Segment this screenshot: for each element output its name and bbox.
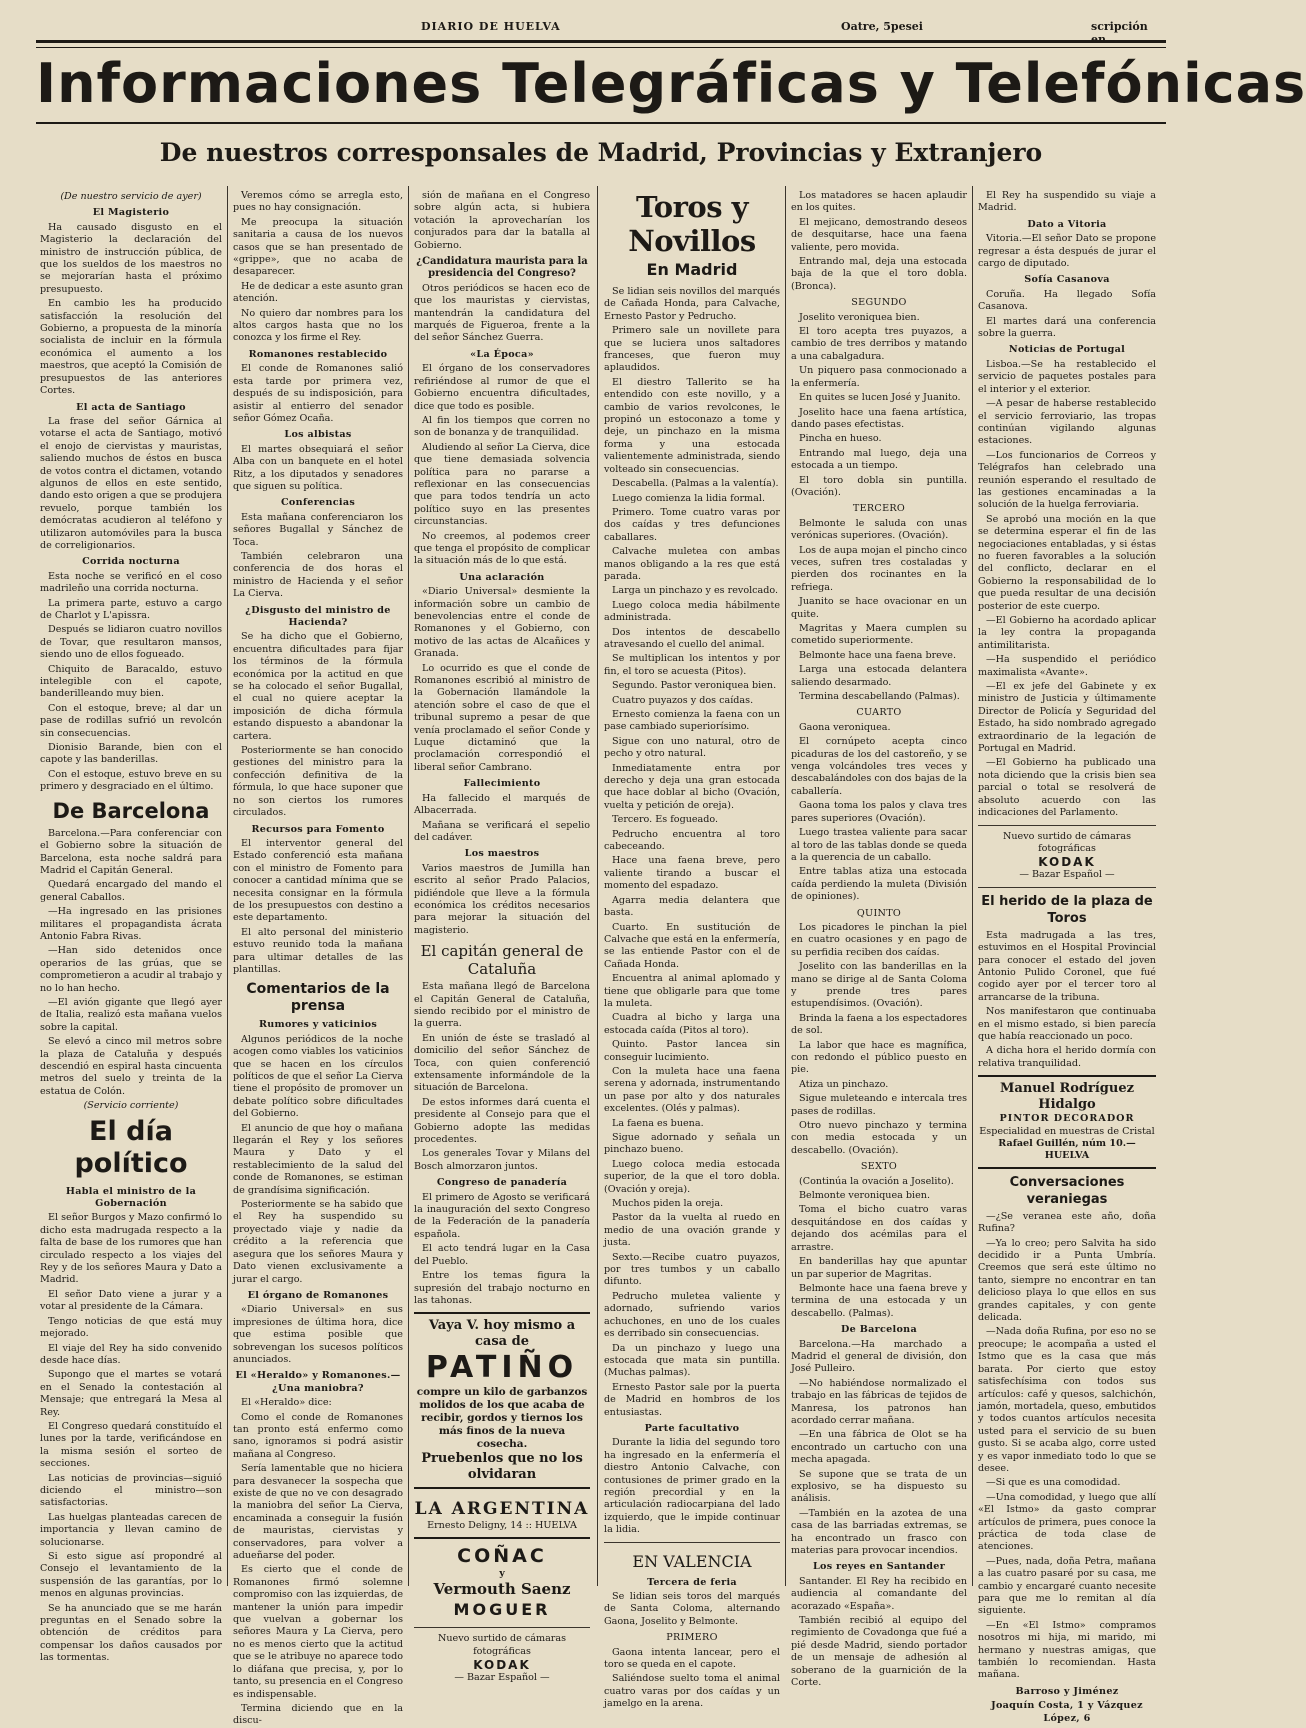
paragraph: No creemos, al podemos creer que tenga el propósito de complicar la situación más de lo que está. (414, 530, 590, 567)
service-note: (Servicio corriente) (83, 1100, 179, 1112)
paragraph: Los matadores se hacen aplaudir en los quites. (791, 190, 967, 214)
section-heading: ¿Candidatura maurista para la presidencia del Congreso? (416, 256, 588, 280)
paragraph: Después se lidiaron cuatro novillos de Tovar, que resultaron mansos, siendo uno de ellos fogueado. (40, 624, 222, 661)
section-heading: Conferencias (280, 497, 356, 509)
paragraph: —El Gobierno ha acordado aplicar la ley contra la propaganda antimilitarista. (978, 615, 1156, 651)
paragraph: Sigue adornado y señala un pinchazo bueno. (604, 1132, 780, 1156)
paragraph: La frase del señor Gárnica al votarse el acta de Santiago, motivó el enojo de ciervistas y mauristas, saliendo muchos de éstos en busca de votos contra el dictamen, votando algunos de ellos en este sentido, dando esto origen a que se produjera revuelo, porque también los demócratas acudieron al teléfono y utilizaron automóviles para la busca de correligionarios. (40, 415, 223, 551)
paragraph: También celebraron una conferencia de dos horas el ministro de Hacienda y el señor La Cierva. (233, 550, 403, 600)
section-heading: El acta de Santiago (76, 401, 186, 413)
paragraph: En cambio les ha producido satisfacción la resolución del Gobierno, a propuesta de la minoría socialista de incluir en la fórmula económica el aumento a los maestros, que aceptó la Comisión de presupuestos de las anteriores Cortes. (40, 298, 222, 397)
paragraph: Las noticias de provincias—siguió diciendo el ministro—son satisfactorias. (40, 1472, 222, 1509)
paragraph: Magritas y Maera cumplen su cometido superiormente. (791, 623, 967, 647)
paragraph: Mañana se verificará el sepelio del cadáver. (414, 819, 590, 843)
paragraph: Ernesto comienza la faena con un pase cambiado superiorísimo. (604, 709, 780, 733)
paragraph: Como el conde de Romanones tan pronto está enfermo como sano, ignoramos si podrá asistir mañana al Congreso. (233, 1411, 403, 1460)
paragraph: Descabella. (Palmas a la valentía). (612, 478, 779, 490)
paragraph: Aludiendo al señor La Cierva, dice que tiene demasiada solvencia política para no pararse a reflexionar en las consecuencias que para todos tendría un acto político suyo en las presentes circunstancias. (414, 441, 590, 528)
section-heading: El «Heraldo» y Romanones.—¿Una maniobra? (235, 1370, 401, 1394)
paragraph: El martes obsequiará el señor Alba con un banquete en el hotel Ritz, a los diputados y senadores que siguen su política. (233, 443, 403, 492)
ad-line: — Bazar Español — (454, 1671, 550, 1683)
paragraph: Tengo noticias de que está muy mejorado. (40, 1315, 222, 1340)
paragraph: —Ya lo creo; pero Salvita ha sido decidido ir a Punta Umbría. Creemos que será este último no tanto, siempre no encontrar en tan delicioso playa lo que ellos en sus grandes capitales, y con gente delicada. (978, 1237, 1156, 1324)
headline-toros: Toros y Novillos (628, 190, 756, 258)
paragraph: Al fin los tiempos que corren no son de bonanza y de tranquilidad. (414, 414, 590, 439)
column-divider (597, 186, 598, 1586)
paragraph: El acto tendrá lugar en la Casa del Pueblo. (414, 1243, 590, 1267)
ad-brand: KODAK (473, 1657, 531, 1672)
paragraph: Durante la lidia del segundo toro ha ingresado en la enfermería el diestro Antonio Calvache, con contusiones de primer grado en la región precordial y en la articulación radiocarpiana del lado izquierdo, que le impide continuar la lidia. (604, 1437, 780, 1536)
paragraph: El «Heraldo» dice: (241, 1397, 332, 1409)
ad-line: Nuevo surtido de cámaras fotográficas (437, 1633, 567, 1657)
paragraph: Barcelona.—Ha marchado a Madrid el general de división, don José Pulleiro. (791, 1338, 967, 1375)
paragraph: Joselito veroniquea bien. (799, 311, 920, 323)
paragraph: Gaona intenta lancear, pero el toro se queda en el capote. (604, 1646, 780, 1671)
paragraph: Con el estoque, estuvo breve en su primero y desgraciado en el último. (40, 768, 222, 793)
paragraph: Ernesto Pastor sale por la puerta de Madrid en hombros de los entusiastas. (604, 1381, 780, 1418)
section-heading: Romanones restablecido (248, 348, 388, 360)
paragraph: Sería lamentable que no hiciera para desvanecer la sospecha que existe de que no ve con desagrado la maniobra del señor La Cierva, encaminada a conseguir la fusión de mauristas, ciervistas y conservadores, para volver a adueñarse del poder. (233, 1463, 403, 1562)
paragraph: Entre los temas figura la supresión del trabajo nocturno en las tahonas. (414, 1270, 590, 1306)
paragraph: Ha causado disgusto en el Magisterio la declaración del ministro de instrucción pública, de que los sueldos de los maestros no se mejorarían hasta el próximo presupuesto. (40, 221, 222, 295)
section-heading: Noticias de Portugal (1008, 344, 1126, 356)
paragraph: Entrando mal, deja una estocada baja de la que el toro dobla. (Bronca). (791, 256, 967, 292)
paragraph: «Diario Universal» en sus impresiones de última hora, dice que estima posible que sobrevengan los sucesos políticos anunciados. (233, 1304, 403, 1365)
paragraph: El interventor general del Estado conferenció esta mañana con el ministro de Fomento para conocer a cantidad mínima que se necesita consignar en la fórmula de los presupuestos con destino a este departamento. (233, 837, 403, 924)
divider (978, 887, 1156, 888)
paragraph: Luego trastea valiente para sacar al toro de las tablas donde se queda a la querencia de un caballo. (791, 827, 967, 863)
paragraph: —A pesar de haberse restablecido el servicio ferroviario, las tropas continúan vigilando algunas estaciones. (978, 398, 1156, 447)
column-3 (414, 190, 590, 1683)
paragraph: —El avión gigante que llegó ayer de Italia, realizó esta mañana vuelos sobre la capital. (40, 996, 222, 1033)
paragraph: Primero sale un novillete para que se luciera unos saltadores franceses, que fueron muy aplaudidos. (604, 325, 780, 374)
paragraph: «Diario Universal» desmiente la información sobre un cambio de benevolencias entre el conde de Romanones y el Gobierno, con motivo de las actas de Alcañices y Granada. (414, 586, 590, 660)
paragraph: —También en la azotea de una casa de las barriadas extremas, se ha encontrado un frasco con materias para provocar incendios. (791, 1507, 967, 1557)
section-heading: Habla el ministro de la Gobernación (65, 1185, 197, 1210)
divider (414, 1627, 590, 1628)
paragraph: Luego comienza la lidia formal. (612, 492, 765, 504)
column-divider (227, 186, 228, 1586)
paragraph: Brinda la faena a los espectadores de sol. (791, 1012, 967, 1037)
paragraph: —El Gobierno ha publicado una nota diciendo que la crisis bien sea parcial o total se resolverá de absoluto acuerdo con las indicaciones del Parlamento. (978, 757, 1156, 819)
paragraph: El diestro Tallerito se ha entendido con este novillo, y a cambio de varios revolcones, le propinó un estoconazo a tome y deje, un pinchazo en la misma forma y una estocada valientemente administrada, siendo volteado sin consecuencias. (604, 376, 780, 475)
paragraph: —Han sido detenidos once operarios de las grúas, que se comprometieron a acudir al trabajo y no lo han hecho. (40, 945, 222, 994)
section-heading: Recursos para Fomento (251, 823, 385, 835)
paragraph: Se lidian seis novillos del marqués de Cañada Honda, para Calvache, Ernesto Pastor y Pedrucho. (604, 286, 780, 322)
section-heading: «La Época» (470, 348, 534, 360)
paragraph: —Una comodidad, y luego que allí «El Istmo» da gasto comprar artículos de primera, pues conoce la práctica de toda clase de atenciones. (978, 1491, 1156, 1553)
paragraph: Dionisio Barande, bien con el capote y las banderillas. (40, 742, 222, 766)
column-6 (978, 190, 1156, 1724)
paragraph: Larga un pinchazo y es revolcado. (612, 585, 779, 597)
paragraph: Un piquero pasa conmocionado a la enfermería. (791, 365, 967, 389)
ad-line: y (499, 1567, 505, 1579)
headline-el-dia-politico: El día político (74, 1115, 188, 1179)
paragraph: Cuarto. En sustitución de Calvache que está en la enfermería, se las entiende Pastor con el de Cañada Honda. (604, 921, 780, 970)
paragraph: Posteriormente se han conocido gestiones del ministro para la confección definitiva de la fórmula, lo que hace suponer que no son ciertos los rumores circulados. (233, 745, 403, 819)
ad-signature: Barroso y Jiménez (1015, 1685, 1119, 1697)
paragraph: El cornúpeto acepta cinco picaduras de los del castoreño, y se venga volcándoles tres veces y descabalándoles con dos bajas de la caballería. (791, 736, 967, 797)
paragraph: Barcelona.—Para conferenciar con el Gobierno sobre la situación de Barcelona, esta noche saldrá para Madrid el Capitán General. (40, 827, 222, 876)
paragraph: —Nada doña Rufina, por eso no se preocupe; le acompaña a usted el Istmo que es la casa que más barata. Por cierto que estoy satisfechísima con todos sus artículos: café y quesos, salchichón, jamón, mortadela, queso, embutidos y todos cuantos artículos necesita usted para el servicio de su buen gusto. Si se acaba algo, corre usted y es vapor inmediato todo lo que se desee. (978, 1326, 1156, 1474)
paragraph: —Los funcionarios de Correos y Telégrafos han celebrado una reunión esperando el resultado de las gestiones encaminadas a la solución de la huelga ferroviaria. (978, 449, 1156, 511)
advertisement-pintor (978, 1075, 1156, 1169)
ad-line: Nuevo surtido de cámaras fotográficas (1002, 830, 1132, 854)
ad-brand: Vermouth Saenz (433, 1580, 571, 1599)
paragraph: Termina descabellando (Palmas). (799, 691, 960, 703)
paragraph: Juanito se hace ovacionar en un quite. (791, 596, 967, 620)
paragraph: La faena es buena. (612, 1117, 704, 1129)
paragraph: —Si que es una comodidad. (986, 1477, 1121, 1489)
paragraph: Calvache muletea con ambas manos obligando a la res que está parada. (604, 546, 780, 582)
paragraph: Supongo que el martes se votará en el Senado la contestación al Mensaje; que entregará la Mesa al Rey. (40, 1369, 222, 1418)
paragraph: El señor Burgos y Mazo confirmó lo dicho esta madrugada respecto a la falta de base de los rumores que han circulado respecto a los viajes del Rey y de los señores Maura y Dato a Madrid. (40, 1212, 222, 1286)
paragraph: La primera parte, estuvo a cargo de Charlot y L'apissra. (40, 597, 222, 621)
paragraph: Chiquito de Baracaldo, estuvo intelegible con el capote, banderilleando muy bien. (40, 663, 222, 700)
paragraph: Gaona toma los palos y clava tres pares superiores (Ovación). (791, 800, 967, 824)
paragraph: Se lidian seis toros del marqués de Santa Coloma, alternando Gaona, Joselito y Belmonte. (604, 1591, 780, 1627)
paragraph: Pedrucho muletea valiente y adornado, sufriendo varios achuchones, en uno de los cuales es derribado sin consecuencias. (604, 1290, 780, 1340)
column-divider (785, 186, 786, 1586)
paragraph: Se ha dicho que el Gobierno, encuentra dificultades para fijar los términos de la fórmula económica por la actitud en que se ha colocado el señor Bugallal, el cual no quiere aceptar la imposición de dicha fórmula estando dispuesto a abandonar la cartera. (233, 631, 403, 742)
paragraph: El anuncio de que hoy o mañana llegarán el Rey y los señores Maura y Dato y el restablecimiento de la salud del conde de Romanones, se estiman de grandísima significación. (233, 1122, 403, 1196)
paragraph: Se elevó a cinco mil metros sobre la plaza de Cataluña y después descendió en espiral hasta cincuenta metros del suelo y treinta de la estatua de Colón. (40, 1036, 222, 1097)
page-subtitle: De nuestros corresponsales de Madrid, Provincias y Extranjero (159, 138, 1043, 167)
column-5 (791, 190, 967, 1689)
paragraph: Da un pinchazo y luego una estocada que mata sin puntilla. (Muchas palmas). (604, 1342, 780, 1379)
paragraph: Se supone que se trata de un explosivo, se ha dispuesto su análisis. (791, 1468, 967, 1505)
paragraph: Los picadores le pinchan la piel en cuatro ocasiones y en pago de su perfidia reciben dos caídas. (791, 921, 967, 958)
paragraph: Otros periódicos se hacen eco de que los mauristas y ciervistas, mantendrán la candidatura del marqués de Figueroa, frente a la del señor Sánchez Guerra. (414, 282, 590, 344)
section-heading: De Barcelona (841, 1324, 917, 1336)
paragraph: —Ha suspendido el periódico maximalista «Avante». (978, 654, 1156, 678)
paragraph: (Continúa la ovación a Joselito). (799, 1175, 954, 1187)
ad-brand: KODAK (1038, 855, 1096, 870)
paragraph: Varios maestros de Jumilla han escrito al señor Prado Palacios, pidiéndole que lleve a la fórmula económica los créditos necesarios para mejorar la situación del magisterio. (414, 862, 590, 936)
paragraph: Se aprobó una moción en la que se determina esperar el fin de las negociaciones entabladas, y si éstas no fueren favorables a la solución del conflicto, declarar en el Gobierno la responsabilidad de lo que pueda resultar de una decisión posterior de este cuerpo. (978, 513, 1156, 612)
running-header (36, 20, 1166, 46)
paragraph: Esta mañana llegó de Barcelona el Capitán General de Cataluña, siendo recibido por el ministro de la guerra. (414, 981, 590, 1030)
headline-conversaciones: Conversaciones veraniegas (1009, 1174, 1125, 1207)
paragraph: Con la muleta hace una faena serena y adornada, instrumentando un pase por alto y dos naturales excelentes. (Olés y palmas). (604, 1065, 780, 1115)
column-1 (40, 190, 223, 1664)
paragraph: Agarra media delantera que basta. (604, 894, 780, 919)
column-4 (604, 190, 780, 1710)
paragraph: También recibió al equipo del regimiento de Covadonga que fué a pié desde Madrid, siendo portador de un mensaje de adhesión al soberano de la guarnición de la Corte. (791, 1615, 967, 1689)
paragraph: He de dedicar a este asunto gran atención. (233, 280, 403, 305)
paragraph: En quites se lucen José y Juanito. (799, 392, 961, 404)
paragraph: Atiza un pinchazo. (799, 1078, 889, 1090)
paragraph: La labor que hace es magnífica, con redondo el público puesto en pie. (791, 1039, 967, 1076)
ad-brand: COÑAC (457, 1544, 547, 1567)
header-rule-thin (36, 47, 1166, 48)
paragraph: Esta noche se verificó en el coso madrileño una corrida nocturna. (40, 570, 222, 595)
paragraph: Sigue con uno natural, otro de pecho y otro natural. (604, 735, 780, 760)
paragraph: Belmonte hace una faena breve y termina de una estocada y un descabello. (Palmas). (791, 1282, 967, 1319)
column-divider (972, 186, 973, 1586)
paragraph: sión de mañana en el Congreso sobre algún acta, si hubiera votación la aprovecharían los conjurados para dar la batalla al Gobierno. (414, 190, 590, 251)
paragraph: El Rey ha suspendido su viaje a Madrid. (978, 190, 1156, 214)
section-heading: Los reyes en Santander (812, 1561, 946, 1573)
headline-de-barcelona: De Barcelona (52, 798, 210, 823)
newspaper-name: DIARIO DE HUELVA (421, 20, 561, 33)
paragraph: —En una fábrica de Olot se ha encontrado un cartucho con una mecha apagada. (791, 1429, 967, 1466)
section-heading: Corrida nocturna (82, 556, 180, 568)
paragraph: Se multiplican los intentos y por fin, el toro se acuesta (Pitos). (604, 653, 780, 677)
section-heading: CUARTO (856, 707, 902, 719)
paragraph: Quedará encargado del mando el general Caballos. (40, 879, 222, 903)
ad-brand: Manuel Rodríguez Hidalgo (1000, 1081, 1134, 1113)
paragraph: Quinto. Pastor lancea sin conseguir lucimiento. (604, 1039, 780, 1063)
paragraph: Dos intentos de descabello atravesando el cuello del animal. (604, 626, 780, 650)
paragraph: Posteriormente se ha sabido que el Rey ha suspendido su proyectado viaje y nadie da crédito a la referencia que asegura que los señores Maura y Dato vienen exclusivamente a jurar el cargo. (233, 1199, 403, 1285)
paragraph: Pincha en hueso. (799, 433, 882, 445)
paragraph: Muchos piden la oreja. (612, 1198, 724, 1210)
paragraph: Lo ocurrido es que el conde de Romanones escribió al ministro de la Gobernación llamándole la atención sobre el caso de que el tribunal supremo a pesar de que venía proclamado el señor Conde y Luque dictaminó que la proclamación correspondió el liberal señor Cambrano. (414, 662, 590, 773)
headline-en-valencia: EN VALENCIA (632, 1551, 752, 1571)
subheadline-en-madrid: En Madrid (646, 260, 738, 279)
paragraph: Pedrucho encuentra al toro cabeceando. (604, 828, 780, 853)
paragraph: El martes dará una conferencia sobre la guerra. (978, 315, 1156, 340)
paragraph: Cuadra al bicho y larga una estocada caída (Pitos al toro). (604, 1012, 780, 1036)
paragraph: Si esto sigue así propondré al Consejo el levantamiento de la suspensión de las garantías, por lo menos en algunas provincias. (40, 1551, 222, 1600)
paragraph: Entre tablas atiza una estocada caída perdiendo la muleta (División de opiniones). (791, 866, 967, 903)
paragraph: Sigue muleteando e intercala tres pases de rodillas. (791, 1093, 967, 1117)
column-divider (408, 186, 409, 1586)
paragraph: Luego coloca media estocada superior, de la que el toro dobla. (Ovación y oreja). (604, 1158, 780, 1195)
paragraph: Lisboa.—Se ha restablecido el servicio de paquetes postales para el interior y el exterior. (978, 358, 1156, 395)
paragraph: Ha fallecido el marqués de Albacerrada. (414, 792, 590, 817)
paragraph: —El ex jefe del Gabinete y ex ministro de Justicia y últimamente Director de Policía y Seguridad del Estado, ha sido nombrado agregado extraordinario de la legación de Portugal en Madrid. (978, 681, 1156, 755)
paragraph: Los generales Tovar y Milans del Bosch almorzaron juntos. (414, 1148, 590, 1172)
paragraph: Algunos periódicos de la noche acogen como viables los vaticinios que se hacen en los círculos políticos de que el señor La Cierva tiene el propósito de promover un debate político sobre dificultades del Gobierno. (233, 1033, 403, 1120)
ad-footer: Pruebenlos que no los olvidaran (421, 1451, 583, 1483)
paragraph: —Pues, nada, doña Petra, mañana a las cuatro pasaré por su casa, me cambio y encargaré cuanto necesite para que me lo remitan al día siguiente. (978, 1555, 1156, 1617)
ad-line: PINTOR DECORADOR (999, 1113, 1135, 1125)
paragraph: Es cierto que el conde de Romanones firmó solemne compromiso con las izquierdas, de mantener la unión para impedir que vuelvan a gobernar los señores Maura y La Cierva, pero no es menos cierto que la actitud que se le atribuye no aparece todo lo diáfana que precisa, y, por lo tanto, su presencia en el Congreso es indispensable. (233, 1564, 403, 1700)
paragraph: Encuentra al animal aplomado y tiene que obligarle para que tome la muleta. (604, 973, 780, 1009)
paragraph: Belmonte veroniquea bien. (799, 1190, 931, 1202)
paragraph: Luego coloca media hábilmente administrada. (604, 599, 780, 624)
headline-comentarios: Comentarios de la prensa (246, 981, 390, 1015)
paragraph: A dicha hora el herido dormía con relativa tranquilidad. (978, 1045, 1156, 1069)
paragraph: Toma el bicho cuatro varas desquitándose en dos caídas y dejando dos acémilas para el arrastre. (791, 1204, 967, 1253)
paragraph: El órgano de los conservadores refiriéndose al rumor de que el Gobierno encuentra dificultades, dice que todo es posible. (414, 363, 590, 412)
section-heading: QUINTO (856, 907, 902, 919)
ad-line: — Bazar Español — (1019, 869, 1115, 881)
ad-address: Rafael Guillén, núm 10.—HUELVA (998, 1138, 1136, 1162)
paragraph: El alto personal del ministerio estuvo reunido toda la mañana para ultimar detalles de las plantillas. (233, 926, 403, 975)
paragraph: Con el estoque, breve; al dar un pase de rodillas sufrió un revolcón sin consecuencias. (40, 702, 222, 739)
paragraph: No quiero dar nombres para los altos cargos hasta que no los conozca y los firme el Rey. (233, 307, 403, 344)
section-heading: ¿Disgusto del ministro de Hacienda? (245, 604, 391, 628)
paragraph: Nos manifestaron que continuaba en el mismo estado, si bien parecía que había reaccionado un poco. (978, 1006, 1156, 1042)
section-heading: PRIMERO (666, 1632, 718, 1644)
paragraph: Vitoria.—El señor Dato se propone regresar a ésta después de jurar el cargo de diputado. (978, 233, 1156, 270)
paragraph: Coruña. Ha llegado Sofía Casanova. (978, 288, 1156, 313)
section-heading: SEXTO (860, 1161, 898, 1173)
section-heading: Tercera de feria (647, 1576, 737, 1588)
paragraph: Gaona veroniquea. (799, 721, 891, 733)
ad-address: Ernesto Deligny, 14 :: HUELVA (427, 1520, 577, 1532)
headline-capitan-general: El capitán general de Cataluña (420, 942, 584, 979)
paragraph: —En «El Istmo» compramos nosotros mi hija, mi marido, mi hermano y nuestras amigas, que también lo recomiendan. Hasta mañana. (978, 1619, 1156, 1681)
paragraph: Santander. El Rey ha recibido en audiencia al comandante del acorazado «España». (791, 1575, 967, 1612)
paragraph: Hace una faena breve, pero valiente tirando a buscar el momento del espadazo. (604, 855, 780, 892)
divider (604, 1542, 780, 1543)
paragraph: —Ha ingresado en las prisiones militares el propagandista ácrata Antonio Fabra Rivas. (40, 906, 222, 942)
advertisement-argentina (414, 1494, 590, 1538)
advertisement-conac (414, 1544, 590, 1622)
paragraph: El toro dobla sin puntilla. (Ovación). (791, 474, 967, 498)
paragraph: El Congreso quedará constituído el lunes por la tarde, verificándose en la misma sesión el sorteo de secciones. (40, 1420, 222, 1470)
paragraph: Cuatro puyazos y dos caídas. (612, 694, 754, 706)
header-price: Oatre, 5pesei (841, 20, 923, 33)
paragraph: Tercero. Es fogueado. (612, 814, 719, 826)
paragraph: Termina diciendo que en la discu- (233, 1702, 403, 1727)
paragraph: Saliéndose suelto toma el animal cuatro varas por dos caídas y un jamelgo en la arena. (604, 1673, 780, 1710)
paragraph: Los de aupa mojan el pincho cinco veces, sufren tres costaladas y pierden dos rocinantes en la refriega. (791, 544, 967, 593)
column-2 (233, 190, 403, 1727)
paragraph: El conde de Romanones salió esta tarde por primera vez, después de su indisposición, para asistir al entierro del senador señor Gómez Ocaña. (233, 363, 403, 424)
section-heading: Rumores y vaticinios (258, 1019, 378, 1031)
section-heading: TERCERO (852, 503, 906, 515)
ad-line: Vaya V. hoy mismo a casa de (428, 1318, 576, 1350)
header-subscription: scripción en (1091, 20, 1148, 46)
ad-line: Especialidad en muestras de Cristal (979, 1125, 1155, 1137)
section-heading: El órgano de Romanones (247, 1289, 389, 1301)
paragraph: Las huelgas planteadas carecen de importancia y llevan camino de solucionarse. (40, 1511, 222, 1548)
paragraph: Belmonte hace una faena breve. (799, 649, 957, 661)
paragraph: Segundo. Pastor veroniquea bien. (612, 680, 777, 692)
banner-rule (36, 122, 1166, 124)
section-heading: Dato a Vitoria (1027, 218, 1107, 230)
paragraph: Pastor da la vuelta al ruedo en medio de una ovación grande y justa. (604, 1212, 780, 1249)
header-rule (36, 40, 1166, 43)
paragraph: Joselito con las banderillas en la mano se dirige al de Santa Coloma y prende tres pares estupendísimos. (Ovación). (791, 961, 967, 1010)
paragraph: De estos informes dará cuenta el presidente al Consejo para que el Gobierno adopte las medidas procedentes. (414, 1096, 590, 1146)
section-heading: Fallecimiento (463, 778, 541, 790)
paragraph: —¿Se veranea este año, doña Rufina? (978, 1210, 1156, 1235)
section-heading: El Magisterio (92, 207, 170, 219)
paragraph: Entrando mal luego, deja una estocada a un tiempo. (791, 447, 967, 472)
paragraph: Primero. Tome cuatro varas por dos caídas y tres defunciones caballares. (604, 506, 780, 543)
divider (978, 825, 1156, 826)
section-heading: Una aclaración (459, 571, 545, 583)
page-title: Informaciones Telegráficas y Telefónicas (36, 52, 1306, 115)
ad-text: compre un kilo de garbanzos molidos de los que acaba de recibir, gordos y tiernos los más finos de la nueva cosecha. (416, 1386, 588, 1451)
advertisement-kodak (978, 831, 1156, 882)
paragraph: Esta mañana conferenciaron los señores Bugallal y Sánchez de Toca. (233, 511, 403, 548)
paragraph: El mejicano, demostrando deseos de desquitarse, hace una faena valiente, pero movida. (791, 216, 967, 253)
paragraph: —No habiéndose normalizado el trabajo en las fábricas de tejidos de Manresa, los patronos han acordado cerrar mañana. (791, 1377, 967, 1426)
paragraph: Larga una estocada delantera saliendo desarmado. (791, 664, 967, 688)
paragraph: En banderillas hay que apuntar un par superior de Magritas. (791, 1256, 967, 1280)
paragraph: El toro acepta tres puyazos, a cambio de tres derribos y matando a una cabalgadura. (791, 326, 967, 362)
paragraph: Sexto.—Recibe cuatro puyazos, por tres tumbos y un caballo difunto. (604, 1251, 780, 1288)
paragraph: El primero de Agosto se verificará la inauguración del sexto Congreso de la Federación de la panadería española. (414, 1191, 590, 1240)
headline-herido: El herido de la plaza de Toros (981, 893, 1153, 926)
ad-brand: PATIÑO (425, 1350, 579, 1386)
paragraph: Otro nuevo pinchazo y termina con media estocada y un descabello. (Ovación). (791, 1120, 967, 1156)
paragraph: Esta madrugada a las tres, estuvimos en el Hospital Provincial para conocer el estado del joven Antonio Pulido Coronel, que fué cogido ayer por el tercer toro al arrancarse de la tribuna. (978, 929, 1156, 1003)
section-heading: Parte facultativo (644, 1422, 740, 1434)
paragraph: Belmonte le saluda con unas verónicas superiores. (Ovación). (791, 517, 967, 542)
paragraph: Veremos cómo se arregla esto, pues no hay consignación. (233, 190, 403, 214)
paragraph: El viaje del Rey ha sido convenido desde hace días. (40, 1342, 222, 1366)
section-heading: Congreso de panadería (436, 1177, 568, 1189)
paragraph: Se ha anunciado que se me harán preguntas en el Senado sobre la obtención de créditos para compensar los daños causados por las tormentas. (40, 1602, 222, 1664)
section-heading: SEGUNDO (851, 297, 907, 309)
paragraph: Joselito hace una faena artística, dando pases efectistas. (791, 406, 967, 430)
section-heading: Sofía Casanova (1024, 274, 1110, 286)
ad-brand: LA ARGENTINA (414, 1499, 590, 1520)
paragraph: El señor Dato viene a jurar y a votar al presidente de la Cámara. (40, 1288, 222, 1313)
ad-town: MOGUER (453, 1600, 551, 1620)
paragraph: En unión de éste se trasladó al domicilio del señor Sánchez de Toca, con quien conferenció extensamente informándole de la situación de Barcelona. (414, 1032, 590, 1094)
paragraph: Me preocupa la situación sanitaria a causa de los nuevos casos que se han presentado de «grippe», que no acaba de desaparecer. (233, 216, 403, 278)
advertisement-patino (414, 1312, 590, 1489)
section-heading: Los maestros (464, 848, 540, 860)
ad-address: Joaquín Costa, 1 y Vázquez López, 6 (991, 1700, 1143, 1724)
advertisement-kodak (414, 1633, 590, 1684)
section-heading: Los albistas (284, 429, 352, 441)
paragraph: Inmediatamente entra por derecho y deja una gran estocada que hace doblar al bicho (Ovación, vuelta y petición de oreja). (604, 762, 780, 811)
service-note: (De nuestro servicio de ayer) (60, 191, 202, 202)
